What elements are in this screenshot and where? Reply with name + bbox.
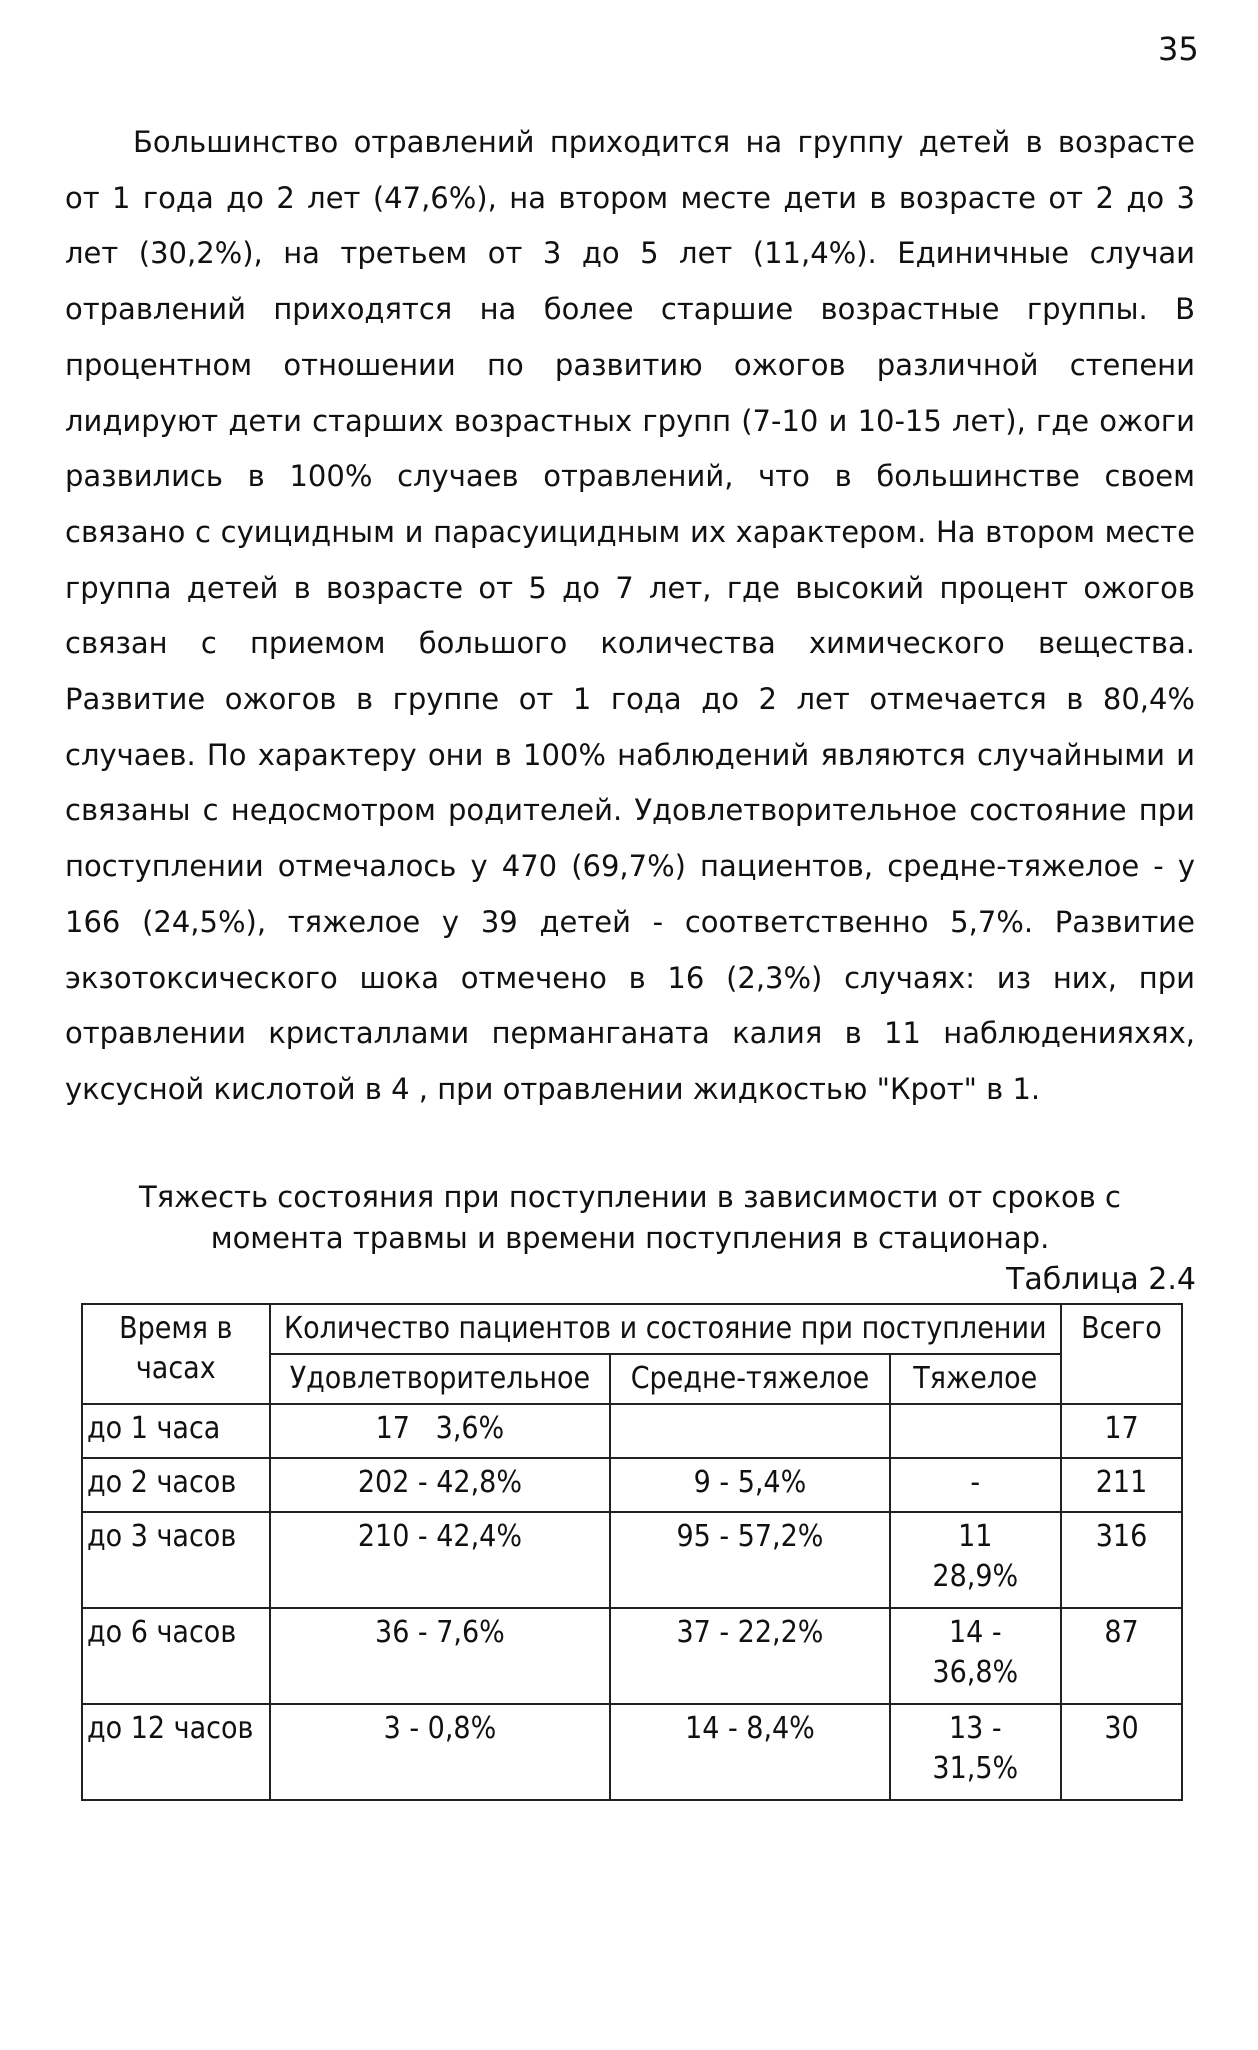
table-row	[82, 1404, 1182, 1458]
cell-time: до 2 часов	[82, 1458, 270, 1512]
table-row	[82, 1512, 1182, 1608]
header-patient-count: Количество пациентов и состояние при поступлении	[270, 1304, 1061, 1354]
cell-moderate: 14 - 8,4%	[610, 1704, 889, 1800]
cell-moderate: 9 - 5,4%	[610, 1458, 889, 1512]
cell-moderate: 37 - 22,2%	[610, 1608, 889, 1704]
cell-severe: 14 - 36,8%	[890, 1608, 1061, 1704]
table-label: Таблица 2.4	[1006, 1262, 1196, 1297]
cell-total: 30	[1061, 1704, 1182, 1800]
page-number: 35	[1158, 30, 1199, 68]
cell-time: до 3 часов	[82, 1512, 270, 1608]
header-satisfactory: Удовлетворительное	[270, 1354, 611, 1404]
table-title: Тяжесть состояния при поступлении в зависимости от сроков с момента травмы и времени поступления в стационар.	[138, 1180, 1122, 1255]
cell-time: до 1 часа	[82, 1404, 270, 1458]
cell-severe: -	[890, 1458, 1061, 1512]
header-total: Всего	[1061, 1304, 1182, 1404]
cell-time: до 6 часов	[82, 1608, 270, 1704]
cell-satisfactory: 17 3,6%	[270, 1404, 611, 1458]
cell-satisfactory: 3 - 0,8%	[270, 1704, 611, 1800]
cell-total: 316	[1061, 1512, 1182, 1608]
table-row	[82, 1458, 1182, 1512]
severity-table	[81, 1303, 1183, 1801]
table-row	[82, 1608, 1182, 1704]
header-severe: Тяжелое	[890, 1354, 1061, 1404]
header-time: Время в часах	[82, 1304, 270, 1404]
cell-total: 87	[1061, 1608, 1182, 1704]
cell-total: 17	[1061, 1404, 1182, 1458]
cell-moderate: 95 - 57,2%	[610, 1512, 889, 1608]
body-paragraph: Большинство отравлений приходится на группу детей в возрасте от 1 года до 2 лет (47,6%), на втором месте дети в возрасте от 2 до 3 лет (30,2%), на третьем от 3 до 5 лет (11,4%). Единичные случаи отравлений приходятся на более старшие возрастные группы. В процентном отношении по развитию ожогов различной степени лидируют дети старших возрастных групп (7-10 и 10-15 лет), где ожоги развились в 100% случаев отравлений, что в большинстве своем связано с суицидным и парасуицидным их характером. На втором месте группа детей в возрасте от 5 до 7 лет, где высокий процент ожогов связан с приемом большого количества химического вещества. Развитие ожогов в группе от 1 года до 2 лет отмечается в 80,4% случаев. По характеру они в 100% наблюдений являются случайными и связаны с недосмотром родителей. Удовлетворительное состояние при поступлении отмечалось у 470 (69,7%) пациентов, средне-тяжелое - у 166 (24,5%), тяжелое у 39 детей - соответственно 5,7%. Развитие экзотоксического шока отмечено в 16 (2,3%) случаях: из них, при отравлении кристаллами перманганата калия в 11 наблюденияхях, уксусной кислотой в 4 , при отравлении жидкостью "Крот" в 1.	[65, 125, 1195, 1106]
cell-total: 211	[1061, 1458, 1182, 1512]
cell-severe	[890, 1404, 1061, 1458]
header-moderate: Средне-тяжелое	[610, 1354, 889, 1404]
cell-moderate	[610, 1404, 889, 1458]
cell-time: до 12 часов	[82, 1704, 270, 1800]
cell-satisfactory: 36 - 7,6%	[270, 1608, 611, 1704]
table-row	[82, 1704, 1182, 1800]
cell-satisfactory: 202 - 42,8%	[270, 1458, 611, 1512]
cell-severe: 11 28,9%	[890, 1512, 1061, 1608]
cell-severe: 13 - 31,5%	[890, 1704, 1061, 1800]
cell-satisfactory: 210 - 42,4%	[270, 1512, 611, 1608]
